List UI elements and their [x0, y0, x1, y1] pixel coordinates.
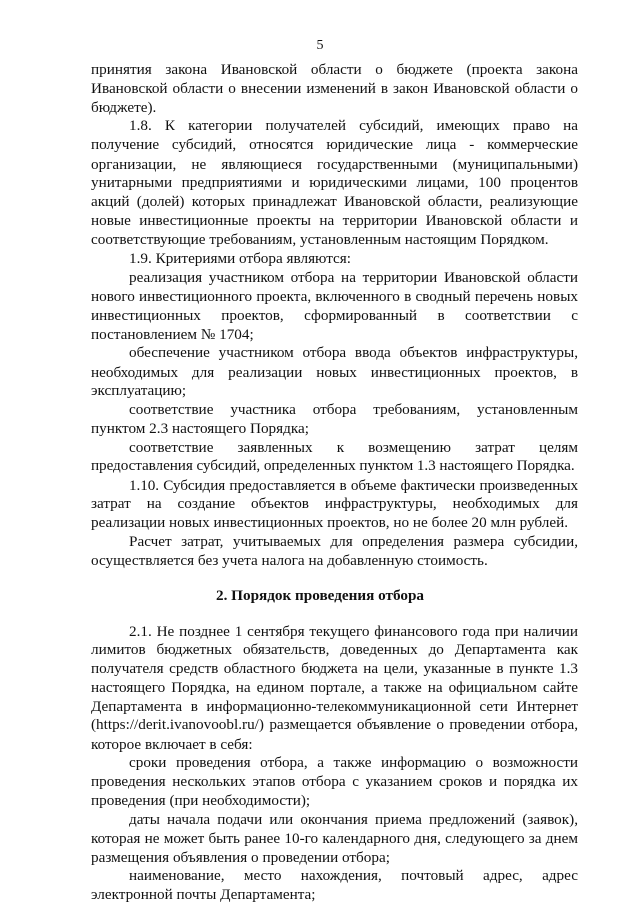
- text-line: реализация участником отбора на территории Ивановской области: [129, 268, 578, 286]
- text-line: бюджете).: [91, 98, 157, 116]
- text-line: инвестиционных проектов, сформированный в соответствии с: [91, 306, 578, 324]
- text-line: предоставления субсидий, определенных пунктом 1.3 настоящего Порядка.: [91, 457, 575, 475]
- text-line: соответствие заявленных к возмещению затрат целям: [129, 438, 578, 456]
- text-line: даты начала подачи или окончания приема предложений (заявок),: [129, 811, 578, 829]
- section-heading: 2. Порядок проведения отбора: [215, 586, 425, 604]
- text-line: 1.9. Критериями отбора являются:: [129, 250, 351, 268]
- text-line: организации, не являющиеся государственными (муниципальными): [91, 155, 578, 173]
- text-line: электронной почты Департамента;: [91, 885, 316, 903]
- text-line: сроки проведения отбора, а также информацию о возможности: [129, 754, 578, 772]
- text-line: реализации новых инвестиционных проектов, но не более 20 млн рублей.: [91, 514, 569, 532]
- text-line: размещения объявления о проведении отбора;: [91, 848, 390, 866]
- text-line: соответствие участника отбора требованиям, установленным: [129, 401, 578, 419]
- text-line: новые инвестиционные проекты на территории Ивановской области и: [91, 211, 578, 229]
- text-line: лимитов бюджетных обязательств, доведенных до Департамента как: [91, 641, 578, 659]
- text-line: затрат на создание объектов инфраструктуры, необходимых для: [91, 495, 578, 513]
- text-line: принятия закона Ивановской области о бюджете (проекта закона: [91, 61, 578, 78]
- text-line: унитарными предприятиями и юридическими лицами, 100 процентов: [91, 174, 578, 192]
- text-line: получение субсидий, относятся юридические лица - коммерческие: [91, 136, 578, 154]
- text-line: проведения нескольких этапов отбора с указанием сроков и порядка их: [91, 773, 578, 791]
- text-line: Ивановской области о внесении изменений в закон Ивановской области о: [91, 80, 578, 98]
- text-line: Департамента в информационно-телекоммуникационной сети Интернет: [91, 698, 578, 716]
- text-line: которая не может быть ранее 10-го календарного дня, следующего за днем: [91, 829, 578, 847]
- text-line: нового инвестиционного проекта, включенного в сводный перечень новых: [91, 288, 578, 306]
- text-line: которое включает в себя:: [91, 735, 253, 753]
- text-line: эксплуатацию;: [91, 381, 187, 399]
- text-line: проведения (при необходимости);: [91, 791, 311, 809]
- text-line: Расчет затрат, учитываемых для определения размера субсидии,: [129, 532, 578, 550]
- text-line: получателя средств областного бюджета на цели, указанные в пункте 1.3: [91, 660, 578, 678]
- text-line: 1.10. Субсидия предоставляется в объеме фактически произведенных: [129, 476, 578, 494]
- text-line: наименование, место нахождения, почтовый адрес, адрес: [129, 867, 578, 885]
- text-line: (https://derit.ivanovoobl.ru/) размещается объявление о проведении отбора,: [91, 716, 578, 734]
- page-number: 5: [316, 38, 324, 53]
- text-line: обеспечение участником отбора ввода объектов инфраструктуры,: [129, 344, 578, 362]
- text-line: соответствующие требованиям, установленным настоящим Порядком.: [91, 231, 549, 249]
- text-line: постановлением № 1704;: [91, 325, 254, 343]
- text-line: акций (долей) которых принадлежат Ивановской области, реализующие: [91, 193, 578, 211]
- text-line: необходимых для реализации новых инвестиционных проектов, в: [91, 363, 578, 381]
- text-line: 1.8. К категории получателей субсидий, имеющих право на: [129, 117, 578, 135]
- text-line: осуществляется без учета налога на добавленную стоимость.: [91, 552, 488, 570]
- text-line: пунктом 2.3 настоящего Порядка;: [91, 419, 309, 437]
- text-line: настоящего Порядка, на едином портале, а также на официальном сайте: [91, 678, 578, 696]
- text-line: 2.1. Не позднее 1 сентября текущего финансового года при наличии: [129, 622, 578, 640]
